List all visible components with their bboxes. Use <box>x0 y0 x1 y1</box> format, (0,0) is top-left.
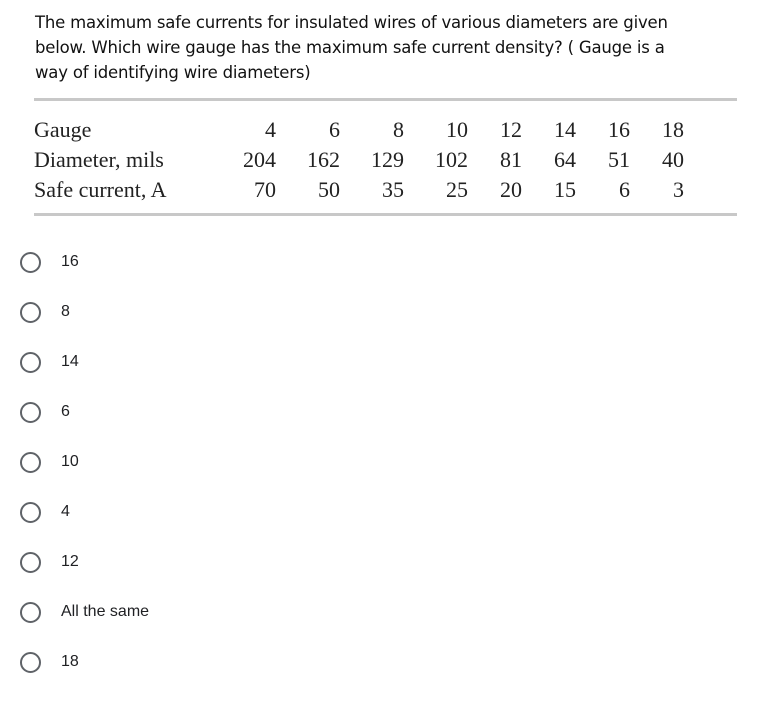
table-row-diameter <box>34 145 684 175</box>
table-cell: 81 <box>500 147 522 172</box>
question-line-3: way of identifying wire diameters) <box>35 63 311 82</box>
option-14[interactable] <box>20 349 420 375</box>
table-cell: 40 <box>662 147 684 172</box>
option-label[interactable]: 8 <box>61 303 70 320</box>
table-cell: 129 <box>371 147 404 172</box>
option-label[interactable]: 14 <box>61 353 79 370</box>
table-cell: 102 <box>435 147 468 172</box>
table-cell: 15 <box>554 177 576 202</box>
option-16[interactable] <box>20 249 420 275</box>
radio-button[interactable] <box>20 252 41 273</box>
option-label[interactable]: 12 <box>61 553 79 570</box>
option-8[interactable] <box>20 299 420 325</box>
row-label: Diameter, mils <box>34 147 164 172</box>
table-cell: 8 <box>393 117 404 142</box>
radio-button[interactable] <box>20 352 41 373</box>
radio-button[interactable] <box>20 602 41 623</box>
table-cell: 6 <box>619 177 630 202</box>
wire-data-table <box>34 98 737 218</box>
table-cell: 18 <box>662 117 684 142</box>
table-cell: 204 <box>243 147 276 172</box>
option-label[interactable]: All the same <box>61 603 150 620</box>
table-cell: 35 <box>382 177 404 202</box>
table-cell: 50 <box>318 177 340 202</box>
table-cell: 14 <box>554 117 576 142</box>
option-4[interactable] <box>20 499 420 525</box>
table-cell: 12 <box>500 117 522 142</box>
question-line-2: below. Which wire gauge has the maximum safe current density? ( Gauge is a <box>35 38 665 57</box>
table-cell: 10 <box>446 117 468 142</box>
option-12[interactable] <box>20 549 420 575</box>
option-10[interactable] <box>20 449 420 475</box>
question-line-1: The maximum safe currents for insulated wires of various diameters are given <box>35 13 668 32</box>
radio-button[interactable] <box>20 402 41 423</box>
option-all-the-same[interactable] <box>20 599 420 625</box>
row-label: Gauge <box>34 117 92 142</box>
table-cell: 6 <box>329 117 340 142</box>
table-row-safe-current <box>34 175 684 205</box>
option-label[interactable]: 16 <box>61 253 79 270</box>
row-label: Safe current, A <box>34 177 167 202</box>
option-6[interactable] <box>20 399 420 425</box>
table-row-gauge <box>34 115 684 145</box>
data-table <box>34 115 684 205</box>
radio-button[interactable] <box>20 452 41 473</box>
table-bottom-rule <box>34 213 737 216</box>
table-cell: 4 <box>265 117 276 142</box>
question-text <box>35 10 725 85</box>
table-cell: 70 <box>254 177 276 202</box>
table-cell: 3 <box>673 177 684 202</box>
table-cell: 64 <box>554 147 576 172</box>
radio-button[interactable] <box>20 652 41 673</box>
table-top-rule <box>34 98 737 101</box>
table-cell: 162 <box>307 147 340 172</box>
table-cell: 25 <box>446 177 468 202</box>
radio-button[interactable] <box>20 302 41 323</box>
table-cell: 20 <box>500 177 522 202</box>
option-label[interactable]: 10 <box>61 453 79 470</box>
option-label[interactable]: 18 <box>61 653 79 670</box>
option-label[interactable]: 6 <box>61 403 70 420</box>
table-cell: 16 <box>608 117 630 142</box>
option-18[interactable] <box>20 649 420 675</box>
radio-button[interactable] <box>20 552 41 573</box>
option-label[interactable]: 4 <box>61 503 70 520</box>
radio-button[interactable] <box>20 502 41 523</box>
table-cell: 51 <box>608 147 630 172</box>
